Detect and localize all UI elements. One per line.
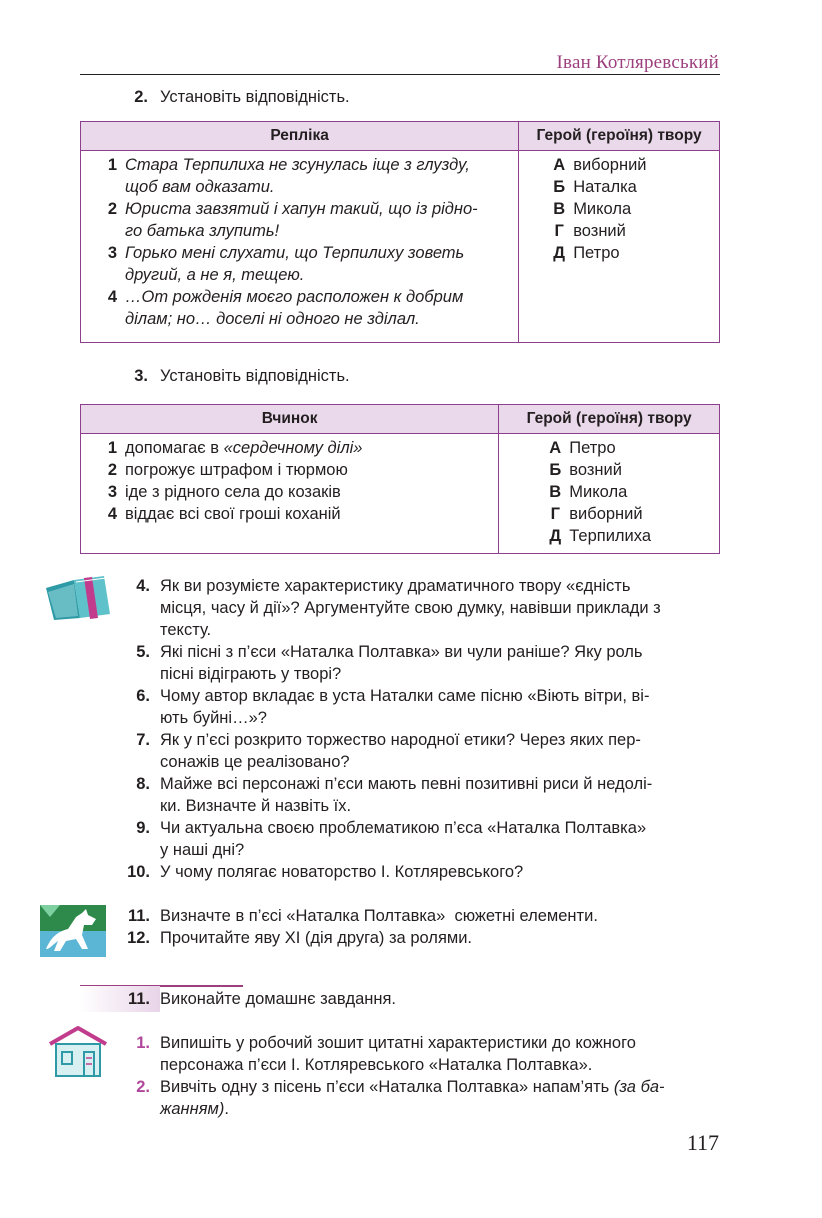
reply-number: 1 <box>107 156 117 174</box>
homework-heading <box>110 988 720 1010</box>
question-line: Прочитайте яву XI (дія друга) за ролями. <box>160 929 473 947</box>
hero-letter: Б <box>549 461 562 479</box>
homework-line: Вивчіть одну з пісень п’єси «Наталка Полтавка» напам’ять <box>160 1078 614 1096</box>
reply-row <box>95 154 518 176</box>
task-3-col-action: Вчинок <box>81 405 499 434</box>
hero-option <box>547 437 719 459</box>
homework-item-1 <box>110 1032 720 1076</box>
hero-name: возний <box>573 222 626 240</box>
question-line: тексту. <box>160 621 212 639</box>
question-line: Чи актуальна своєю проблематикою п’єса «Наталка Полтавка» <box>160 819 647 837</box>
hero-letter: Д <box>553 244 566 262</box>
question-8 <box>110 773 720 817</box>
action-number: 3 <box>107 483 117 501</box>
hero-letter: Б <box>553 178 566 196</box>
hero-option <box>551 242 719 264</box>
homework-item-2 <box>110 1076 720 1120</box>
hero-option <box>551 154 719 176</box>
homework-item-number: 2. <box>136 1078 150 1096</box>
homework-item-number: 1. <box>136 1034 150 1052</box>
action-row <box>95 459 498 481</box>
reply-text: Юриста завзятий і хапун такий, що із рідно- <box>125 200 478 218</box>
hero-name: Наталка <box>573 178 637 196</box>
homework-line: Випишіть у робочий зошит цитатні характеристики до кожного <box>160 1034 636 1052</box>
question-number: 5. <box>136 643 150 661</box>
reply-row-cont <box>95 176 518 198</box>
reply-number: 2 <box>107 200 117 218</box>
hero-letter: Г <box>554 222 564 240</box>
action-row <box>95 481 498 503</box>
hero-option <box>547 481 719 503</box>
action-text: віддає всі свої гроші коханій <box>125 505 341 523</box>
reply-row-cont <box>95 220 518 242</box>
action-number: 4 <box>107 505 117 523</box>
hero-name: Петро <box>569 439 616 457</box>
running-head: Іван Котляревський <box>556 52 719 73</box>
hero-letter: В <box>553 200 566 218</box>
reply-text: Стара Терпилиха не зсунулась іще з глузду, <box>125 156 470 174</box>
question-number: 9. <box>136 819 150 837</box>
reply-row-cont <box>95 308 518 330</box>
hero-letter: А <box>553 156 566 174</box>
task-11-creative <box>110 905 720 927</box>
hero-name: Микола <box>569 483 628 501</box>
task-2-replies <box>81 151 519 343</box>
task-2-heroes <box>519 151 720 343</box>
homework-line-italic: (за ба- <box>613 1078 665 1096</box>
question-number: 11. <box>127 907 150 925</box>
task-3-text: Установіть відповідність. <box>160 367 350 385</box>
horse-icon <box>40 905 106 957</box>
question-line: місця, часу й дії»? Аргументуйте свою думку, навівши приклади з <box>160 599 661 617</box>
task-2-col-hero: Герой (героїня) твору <box>519 122 720 151</box>
reply-row <box>95 198 518 220</box>
question-line: ють буйні…»? <box>160 709 267 727</box>
homework-text: Виконайте домашнє завдання. <box>160 990 396 1008</box>
action-text: допомагає в <box>125 439 224 457</box>
question-line: Як у п’єсі розкрито торжество народної етики? Через яких пер- <box>160 731 641 749</box>
question-5 <box>110 641 720 685</box>
hero-letter: Г <box>550 505 560 523</box>
question-9 <box>110 817 720 861</box>
question-line: Як ви розумієте характеристику драматичного твору «єдність <box>160 577 631 595</box>
reply-text: Горько мені слухати, що Терпилиху зоветь <box>125 244 465 262</box>
reply-text: другий, а не я, тещею. <box>125 266 305 284</box>
question-line: Майже всі персонажі п’єси мають певні позитивні риси й недолі- <box>160 775 653 793</box>
task-3-heroes <box>499 434 720 554</box>
hero-name: возний <box>569 461 622 479</box>
hero-option <box>551 176 719 198</box>
hero-option <box>547 459 719 481</box>
action-text: погрожує штрафом і тюрмою <box>125 461 348 479</box>
house-icon <box>46 1024 110 1078</box>
hero-option <box>547 525 719 547</box>
homework-number: 11. <box>127 990 150 1008</box>
question-number: 4. <box>136 577 150 595</box>
question-6 <box>110 685 720 729</box>
hero-option <box>551 198 719 220</box>
action-number: 2 <box>107 461 117 479</box>
homework-line-tail: . <box>224 1100 229 1118</box>
question-4 <box>110 575 720 641</box>
question-line: Визначте в п’єсі «Наталка Полтавка» сюжетні елементи. <box>160 907 598 925</box>
hero-letter: А <box>549 439 562 457</box>
task-3-table <box>80 404 720 554</box>
hero-name: Микола <box>573 200 632 218</box>
reply-number: 4 <box>107 288 117 306</box>
reply-text: щоб вам одказати. <box>125 178 275 196</box>
question-number: 7. <box>136 731 150 749</box>
question-line: пісні відіграють у творі? <box>160 665 342 683</box>
action-number: 1 <box>107 439 117 457</box>
question-line: ки. Визначте й назвіть їх. <box>160 797 352 815</box>
question-number: 8. <box>136 775 150 793</box>
hero-name: Петро <box>573 244 620 262</box>
reply-row <box>95 286 518 308</box>
reply-text: …От рожденія моєго расположен к добрим <box>125 288 464 306</box>
hero-letter: В <box>549 483 562 501</box>
task-2-col-reply: Репліка <box>81 122 519 151</box>
hero-name: Терпилиха <box>569 527 652 545</box>
question-7 <box>110 729 720 773</box>
question-number: 12. <box>127 929 150 947</box>
action-row <box>95 503 498 525</box>
task-2-number: 2. <box>134 88 148 106</box>
action-row <box>95 437 498 459</box>
hero-option <box>547 503 719 525</box>
question-10 <box>110 861 720 883</box>
hero-name: виборний <box>573 156 647 174</box>
question-number: 6. <box>136 687 150 705</box>
task-3-col-hero: Герой (героїня) твору <box>499 405 720 434</box>
homework-line-italic: жанням) <box>160 1100 225 1118</box>
hero-letter: Д <box>549 527 562 545</box>
open-book-icon <box>44 574 114 624</box>
question-line: У чому полягає новаторство І. Котляревського? <box>160 863 524 881</box>
task-2-text: Установіть відповідність. <box>160 88 350 106</box>
question-line: Чому автор вкладає в уста Наталки саме пісню «Віють вітри, ві- <box>160 687 650 705</box>
task-3-number: 3. <box>134 367 148 385</box>
hero-name: виборний <box>569 505 643 523</box>
reply-number: 3 <box>107 244 117 262</box>
question-line: у наші дні? <box>160 841 245 859</box>
homework-line: персонажа п’єси І. Котляревського «Наталка Полтавка». <box>160 1056 593 1074</box>
task-2-table <box>80 121 720 343</box>
task-3-actions <box>81 434 499 554</box>
reply-row <box>95 242 518 264</box>
action-text: іде з рідного села до козаків <box>125 483 341 501</box>
question-line: Які пісні з п’єси «Наталка Полтавка» ви чули раніше? Яку роль <box>160 643 643 661</box>
question-number: 10. <box>127 863 150 881</box>
reply-text: го батька злупить! <box>125 222 280 240</box>
hero-option <box>551 220 719 242</box>
header-rule <box>80 74 720 75</box>
reply-text: ділам; но… доселі ні одного не зділал. <box>125 310 420 328</box>
action-quote: «сердечному ділі» <box>223 439 363 457</box>
question-line: сонажів це реалізовано? <box>160 753 350 771</box>
page-number: 117 <box>686 1130 719 1155</box>
task-12-creative <box>110 927 720 949</box>
reply-row-cont <box>95 264 518 286</box>
